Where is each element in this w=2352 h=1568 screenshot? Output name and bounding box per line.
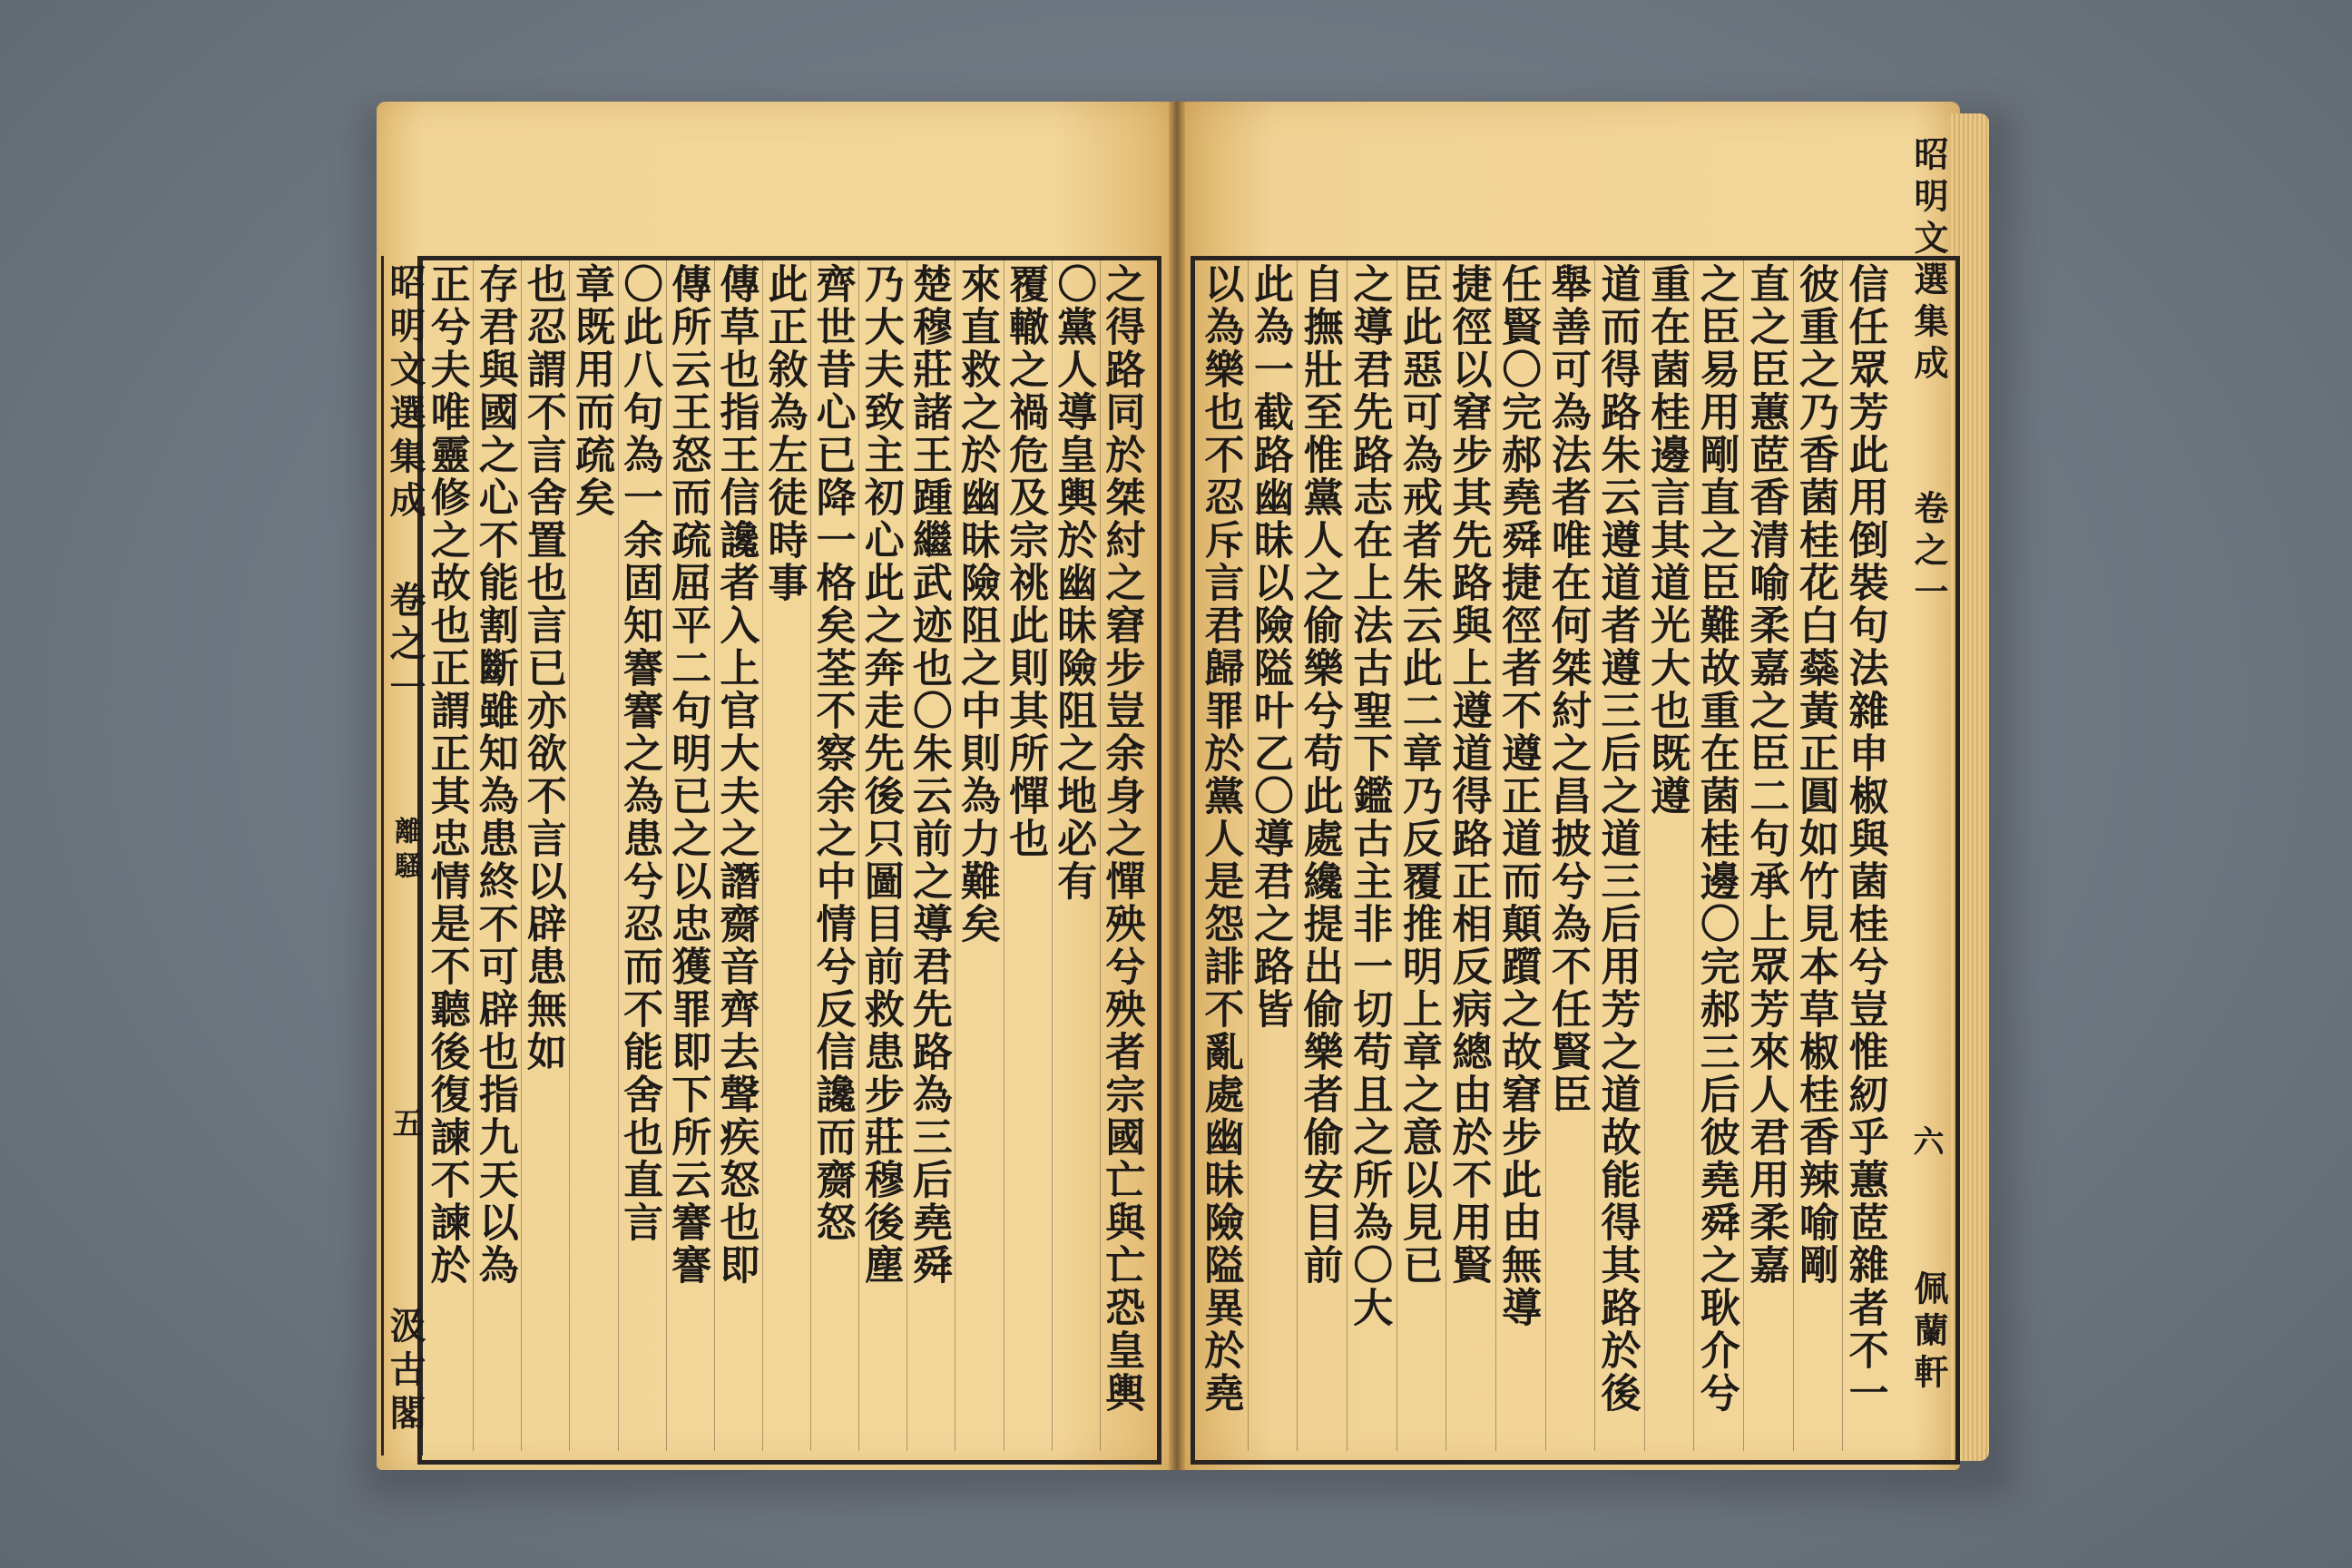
left-text-column: 來直救之於幽昧險阻之中則為力難矣	[954, 263, 1001, 946]
right-text-column: 臣此惡可為戒者朱云此二章乃反覆推明上章之意以見已	[1395, 263, 1442, 1287]
right-text-column: 自撫壯至惟黨人之偷樂兮苟此處纔提出偷樂者偷安目前	[1296, 263, 1343, 1287]
right-text-column: 直之臣蕙茝香清喻柔嘉之臣二句承上眾芳來人君用柔嘉	[1742, 263, 1789, 1287]
right-text-column: 道而得路朱云遵道者遵三后之道三后用芳之道故能得其路於後	[1593, 263, 1641, 1415]
left-text-column: 章既用而疏矣	[567, 263, 614, 519]
left-text-column: 乃大夫致主初心此之奔走先後只圖目前救患步莊穆後塵	[857, 263, 904, 1287]
right-text-column: 此為一截路幽昧以險隘叶乙〇導君之路皆	[1246, 263, 1293, 1031]
left-text-column: 楚穆莊諸王踵繼武迹也〇朱云前之導君先路為三后堯舜	[905, 263, 952, 1287]
left-text-column: 覆轍之禍危及宗祧此則其所憚也	[1002, 263, 1049, 860]
right-margin-page: 六	[1907, 1125, 1944, 1163]
right-text-column: 彼重之乃香菌桂花白蘂黃正圓如竹見本草椒桂香辣喻剛	[1792, 263, 1839, 1287]
left-margin-title: 昭明文選集成	[384, 263, 426, 524]
left-text-column: 也忍謂不言舍置也言已亦欲不言以辟患無如	[519, 263, 566, 1073]
left-margin-page: 五	[387, 1107, 423, 1145]
left-text-column: 之得路同於桀紂之窘步豈余身之憚殃兮殃者宗國亡與亡恐皇輿	[1098, 263, 1145, 1415]
right-text-column: 之導君先路志在上法古聖下鑑古主非一切苟且之所為〇大	[1346, 263, 1393, 1329]
left-margin-volume: 卷之一	[384, 581, 426, 711]
left-text-column: 〇黨人導皇輿於幽昧險阻之地必有	[1050, 263, 1097, 903]
left-text-column: 此正敘為左徒時事	[760, 263, 808, 604]
book-gutter	[1169, 102, 1185, 1470]
right-margin-footer: 佩蘭軒	[1908, 1270, 1949, 1396]
right-text-column: 之臣易用剛直之臣難故重在菌桂邊〇完郝三后彼堯舜之耿介兮	[1692, 263, 1740, 1415]
left-text-column: 〇此八句為一余固知謇謇之為患兮忍而不能舍也直言	[616, 263, 663, 1244]
left-text-column: 正兮夫唯靈修之故也正謂正其忠情是不聽後復諫不諫於	[423, 263, 470, 1287]
left-text-column: 存君與國之心不能割斷雖知為患終不可辟也指九天以為	[471, 263, 518, 1287]
right-text-column: 以為樂也不忍斥言君歸罪於黨人是怨誹不亂處幽昧險隘異於堯	[1197, 263, 1244, 1415]
left-text-column: 傳草也指王信讒者入上官大夫之譖齌音齊去聲疾怒也即	[712, 263, 760, 1287]
right-margin-title: 昭明文選集成	[1908, 136, 1949, 387]
right-text-column: 信任眾芳此用倒裝句法雜申椒與菌桂兮豈惟紉乎蕙茝雜者不一	[1841, 263, 1888, 1415]
right-text-column: 捷徑以窘步其先路與上遵道得路正相反病總由於不用賢	[1445, 263, 1492, 1287]
right-text-column: 重在菌桂邊言其道光大也既遵	[1643, 263, 1690, 818]
right-margin-volume: 卷之一	[1908, 490, 1949, 615]
left-margin-footer: 汲古閣	[384, 1307, 426, 1437]
left-text-column: 傳所云王怒而疏屈平二句明已之以忠獲罪即下所云謇謇	[664, 263, 711, 1287]
right-text-column: 任賢〇完郝堯舜捷徑者不遵正道而顛躓之故窘步此由無導	[1494, 263, 1542, 1329]
left-margin-section: 離騷	[389, 817, 421, 886]
right-text-column: 舉善可為法者唯在何桀紂之昌披兮為不任賢臣	[1544, 263, 1591, 1116]
left-text-column: 齊世昔心已降一格矣荃不察余之中情兮反信讒而齌怒	[808, 263, 856, 1244]
